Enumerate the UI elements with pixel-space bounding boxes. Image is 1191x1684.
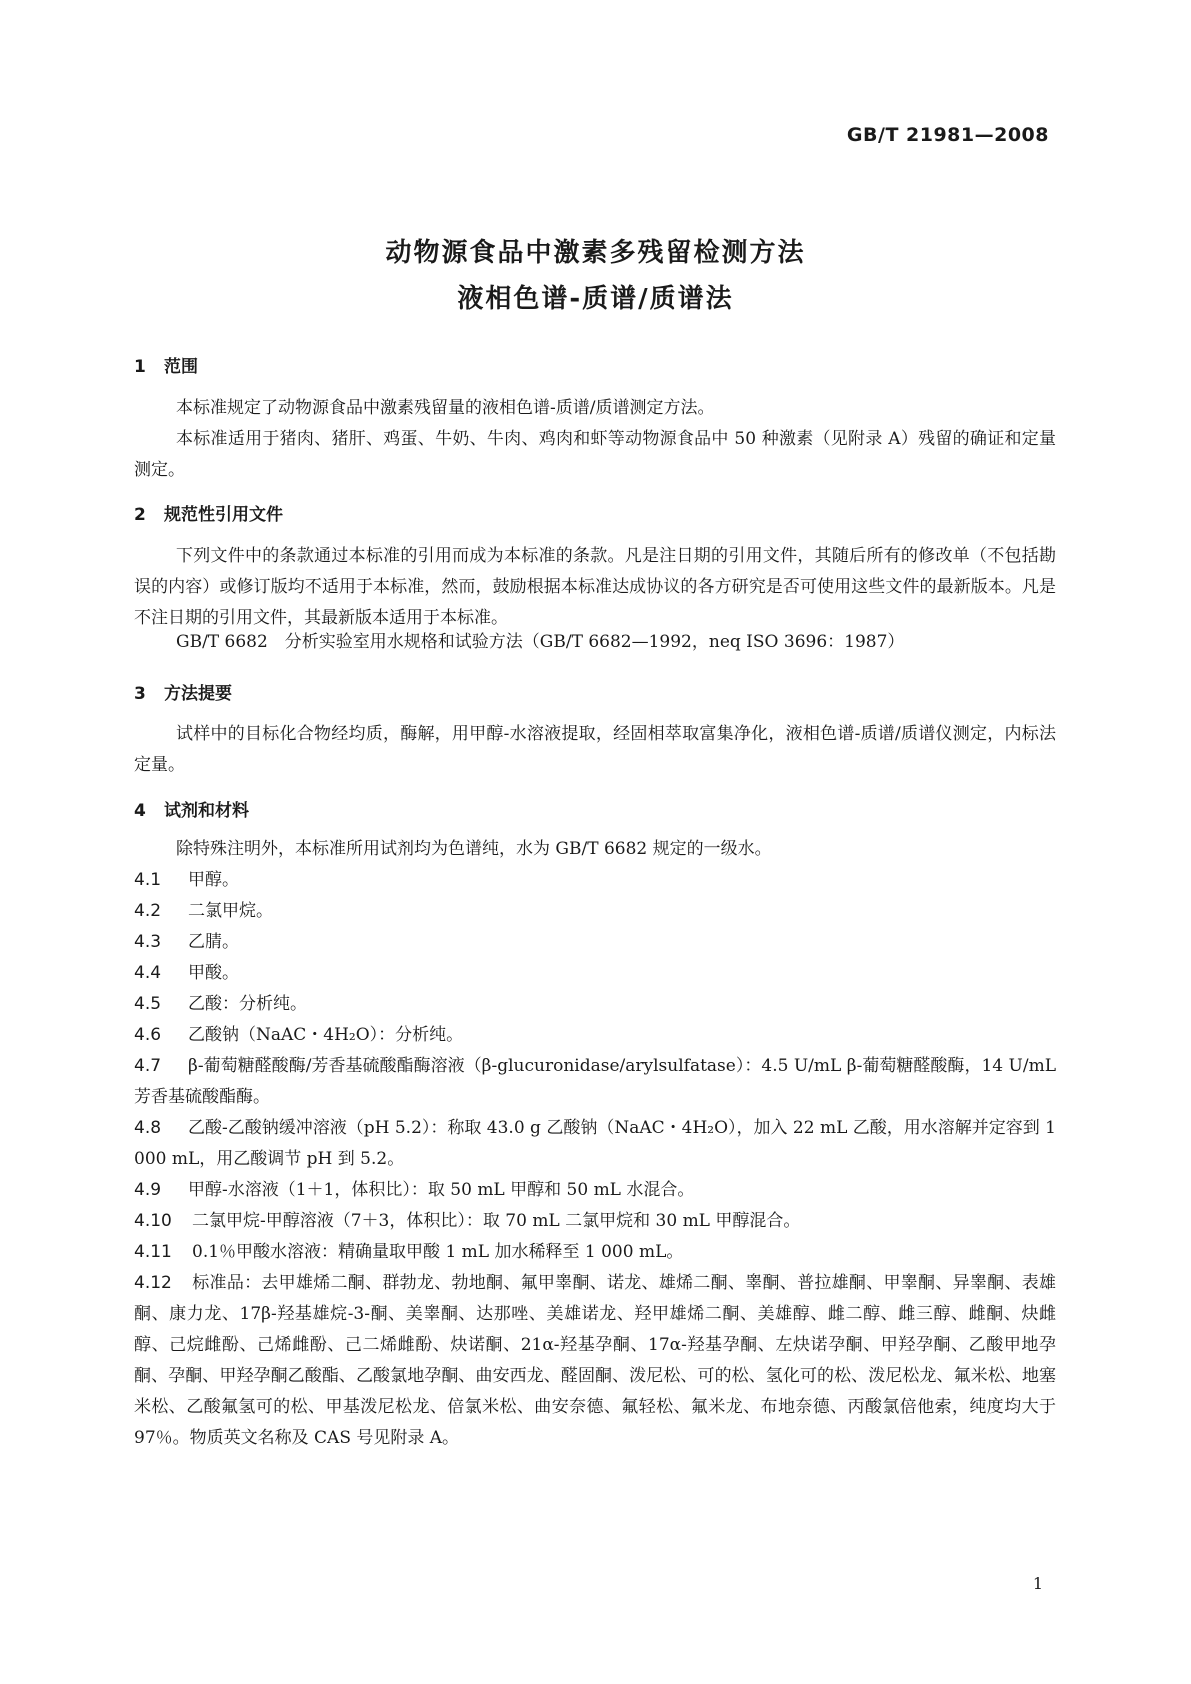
list-item xyxy=(134,1020,1056,1051)
section-2-heading xyxy=(134,500,283,525)
item-text: 乙酸-乙酸钠缓冲溶液（pH 5.2）：称取 43.0 g 乙酸钠（NaAC・4H₂O），加入 22 mL 乙酸，用水溶解并定容到 1 000 mL，用乙酸调节 pH 到 5.2。 xyxy=(134,1118,1056,1169)
section-4-paragraph-1: 除特殊注明外，本标准所用试剂均为色谱纯，水为 GB/T 6682 规定的一级水。 xyxy=(176,839,772,859)
item-text: 乙酸钠（NaAC・4H₂O）：分析纯。 xyxy=(188,1025,464,1045)
section-title: 范围 xyxy=(164,357,198,377)
item-number: 4.9 xyxy=(134,1180,162,1200)
item-number: 4.10 xyxy=(134,1211,172,1231)
item-text: 标准品：去甲雄烯二酮、群勃龙、勃地酮、氟甲睾酮、诺龙、雄烯二酮、睾酮、普拉雄酮、甲睾酮、异睾酮、表雄酮、康力龙、17β-羟基雄烷-3-酮、美睾酮、达那唑、美雄诺龙、羟甲雄烯二酮、美雄醇、雌二醇、雌三醇、雌酮、炔雌醇、己烷雌酚、己烯雌酚、己二烯雌酚、炔诺酮、21α-羟基孕酮、17α-羟基孕酮、左炔诺孕酮、甲羟孕酮、乙酸甲地孕酮、孕酮、甲羟孕酮乙酸酯、乙酸氯地孕酮、曲安西龙、醛固酮、泼尼松、可的松、氢化可的松、泼尼松龙、氟米松、地塞米松、乙酸氟氢可的松、甲基泼尼松龙、倍氯米松、曲安奈德、氟轻松、氟米龙、布地奈德、丙酸氯倍他索，纯度均大于 97％。物质英文名称及 CAS 号见附录 A。 xyxy=(134,1273,1056,1448)
list-item xyxy=(134,1113,1056,1175)
section-1-heading xyxy=(134,352,198,377)
section-2-paragraph-1: 下列文件中的条款通过本标准的引用而成为本标准的条款。凡是注日期的引用文件，其随后所有的修改单（不包括勘误的内容）或修订版均不适用于本标准，然而，鼓励根据本标准达成协议的各方研究是否可使用这些文件的最新版本。凡是不注日期的引用文件，其最新版本适用于本标准。 xyxy=(134,546,1056,628)
section-title: 方法提要 xyxy=(164,684,232,704)
list-item xyxy=(134,927,1056,958)
item-number: 4.2 xyxy=(134,901,162,921)
item-text: 二氯甲烷。 xyxy=(188,901,273,921)
item-text: β-葡萄糖醛酸酶/芳香基硫酸酯酶溶液（β-glucuronidase/arylsulfatase）：4.5 U/mL β-葡萄糖醛酸酶，14 U/mL 芳香基硫酸酯酶。 xyxy=(134,1056,1056,1107)
list-item xyxy=(134,896,1056,927)
item-text: 二氯甲烷-甲醇溶液（7＋3，体积比）：取 70 mL 二氯甲烷和 30 mL 甲醇混合。 xyxy=(192,1211,801,1231)
item-text: 乙腈。 xyxy=(188,932,239,952)
section-3-heading xyxy=(134,679,232,704)
page-number: 1 xyxy=(1032,1574,1043,1593)
list-item xyxy=(134,1051,1056,1113)
list-item xyxy=(134,989,1056,1020)
section-number: 3 xyxy=(134,684,146,704)
item-number: 4.8 xyxy=(134,1118,162,1138)
section-title: 试剂和材料 xyxy=(164,801,249,821)
item-text: 甲酸。 xyxy=(188,963,239,983)
item-number: 4.11 xyxy=(134,1242,172,1262)
item-text: 0.1％甲酸水溶液：精确量取甲酸 1 mL 加水稀释至 1 000 mL。 xyxy=(192,1242,684,1262)
item-number: 4.3 xyxy=(134,932,162,952)
document-title-line1: 动物源食品中激素多残留检测方法 xyxy=(385,238,806,268)
document-title-line2: 液相色谱-质谱/质谱法 xyxy=(457,284,734,314)
list-item xyxy=(134,958,1056,989)
section-1-paragraph-1: 本标准规定了动物源食品中激素残留量的液相色谱-质谱/质谱测定方法。 xyxy=(176,398,715,418)
list-item xyxy=(134,1175,1056,1206)
section-title: 规范性引用文件 xyxy=(164,505,283,525)
standard-number: GB/T 21981—2008 xyxy=(846,124,1049,146)
section-1-paragraph-2: 本标准适用于猪肉、猪肝、鸡蛋、牛奶、牛肉、鸡肉和虾等动物源食品中 50 种激素（见附录 A）残留的确证和定量测定。 xyxy=(134,429,1056,480)
item-number: 4.1 xyxy=(134,870,162,890)
list-item xyxy=(134,1237,1056,1268)
section-number: 4 xyxy=(134,801,146,821)
list-item xyxy=(134,1268,1056,1454)
list-item xyxy=(134,865,1056,896)
normative-reference: GB/T 6682 分析实验室用水规格和试验方法（GB/T 6682—1992，neq ISO 3696：1987） xyxy=(176,632,905,652)
list-item xyxy=(134,1206,1056,1237)
section-number: 2 xyxy=(134,505,146,525)
section-number: 1 xyxy=(134,357,146,377)
item-text: 甲醇-水溶液（1＋1，体积比）：取 50 mL 甲醇和 50 mL 水混合。 xyxy=(188,1180,695,1200)
item-number: 4.4 xyxy=(134,963,162,983)
item-number: 4.7 xyxy=(134,1056,162,1076)
item-text: 乙酸：分析纯。 xyxy=(188,994,307,1014)
item-number: 4.12 xyxy=(134,1273,172,1293)
item-number: 4.6 xyxy=(134,1025,162,1045)
section-3-paragraph-1: 试样中的目标化合物经均质，酶解，用甲醇-水溶液提取，经固相萃取富集净化，液相色谱-质谱/质谱仪测定，内标法定量。 xyxy=(134,724,1056,775)
section-4-heading xyxy=(134,796,249,821)
item-number: 4.5 xyxy=(134,994,162,1014)
item-text: 甲醇。 xyxy=(188,870,239,890)
